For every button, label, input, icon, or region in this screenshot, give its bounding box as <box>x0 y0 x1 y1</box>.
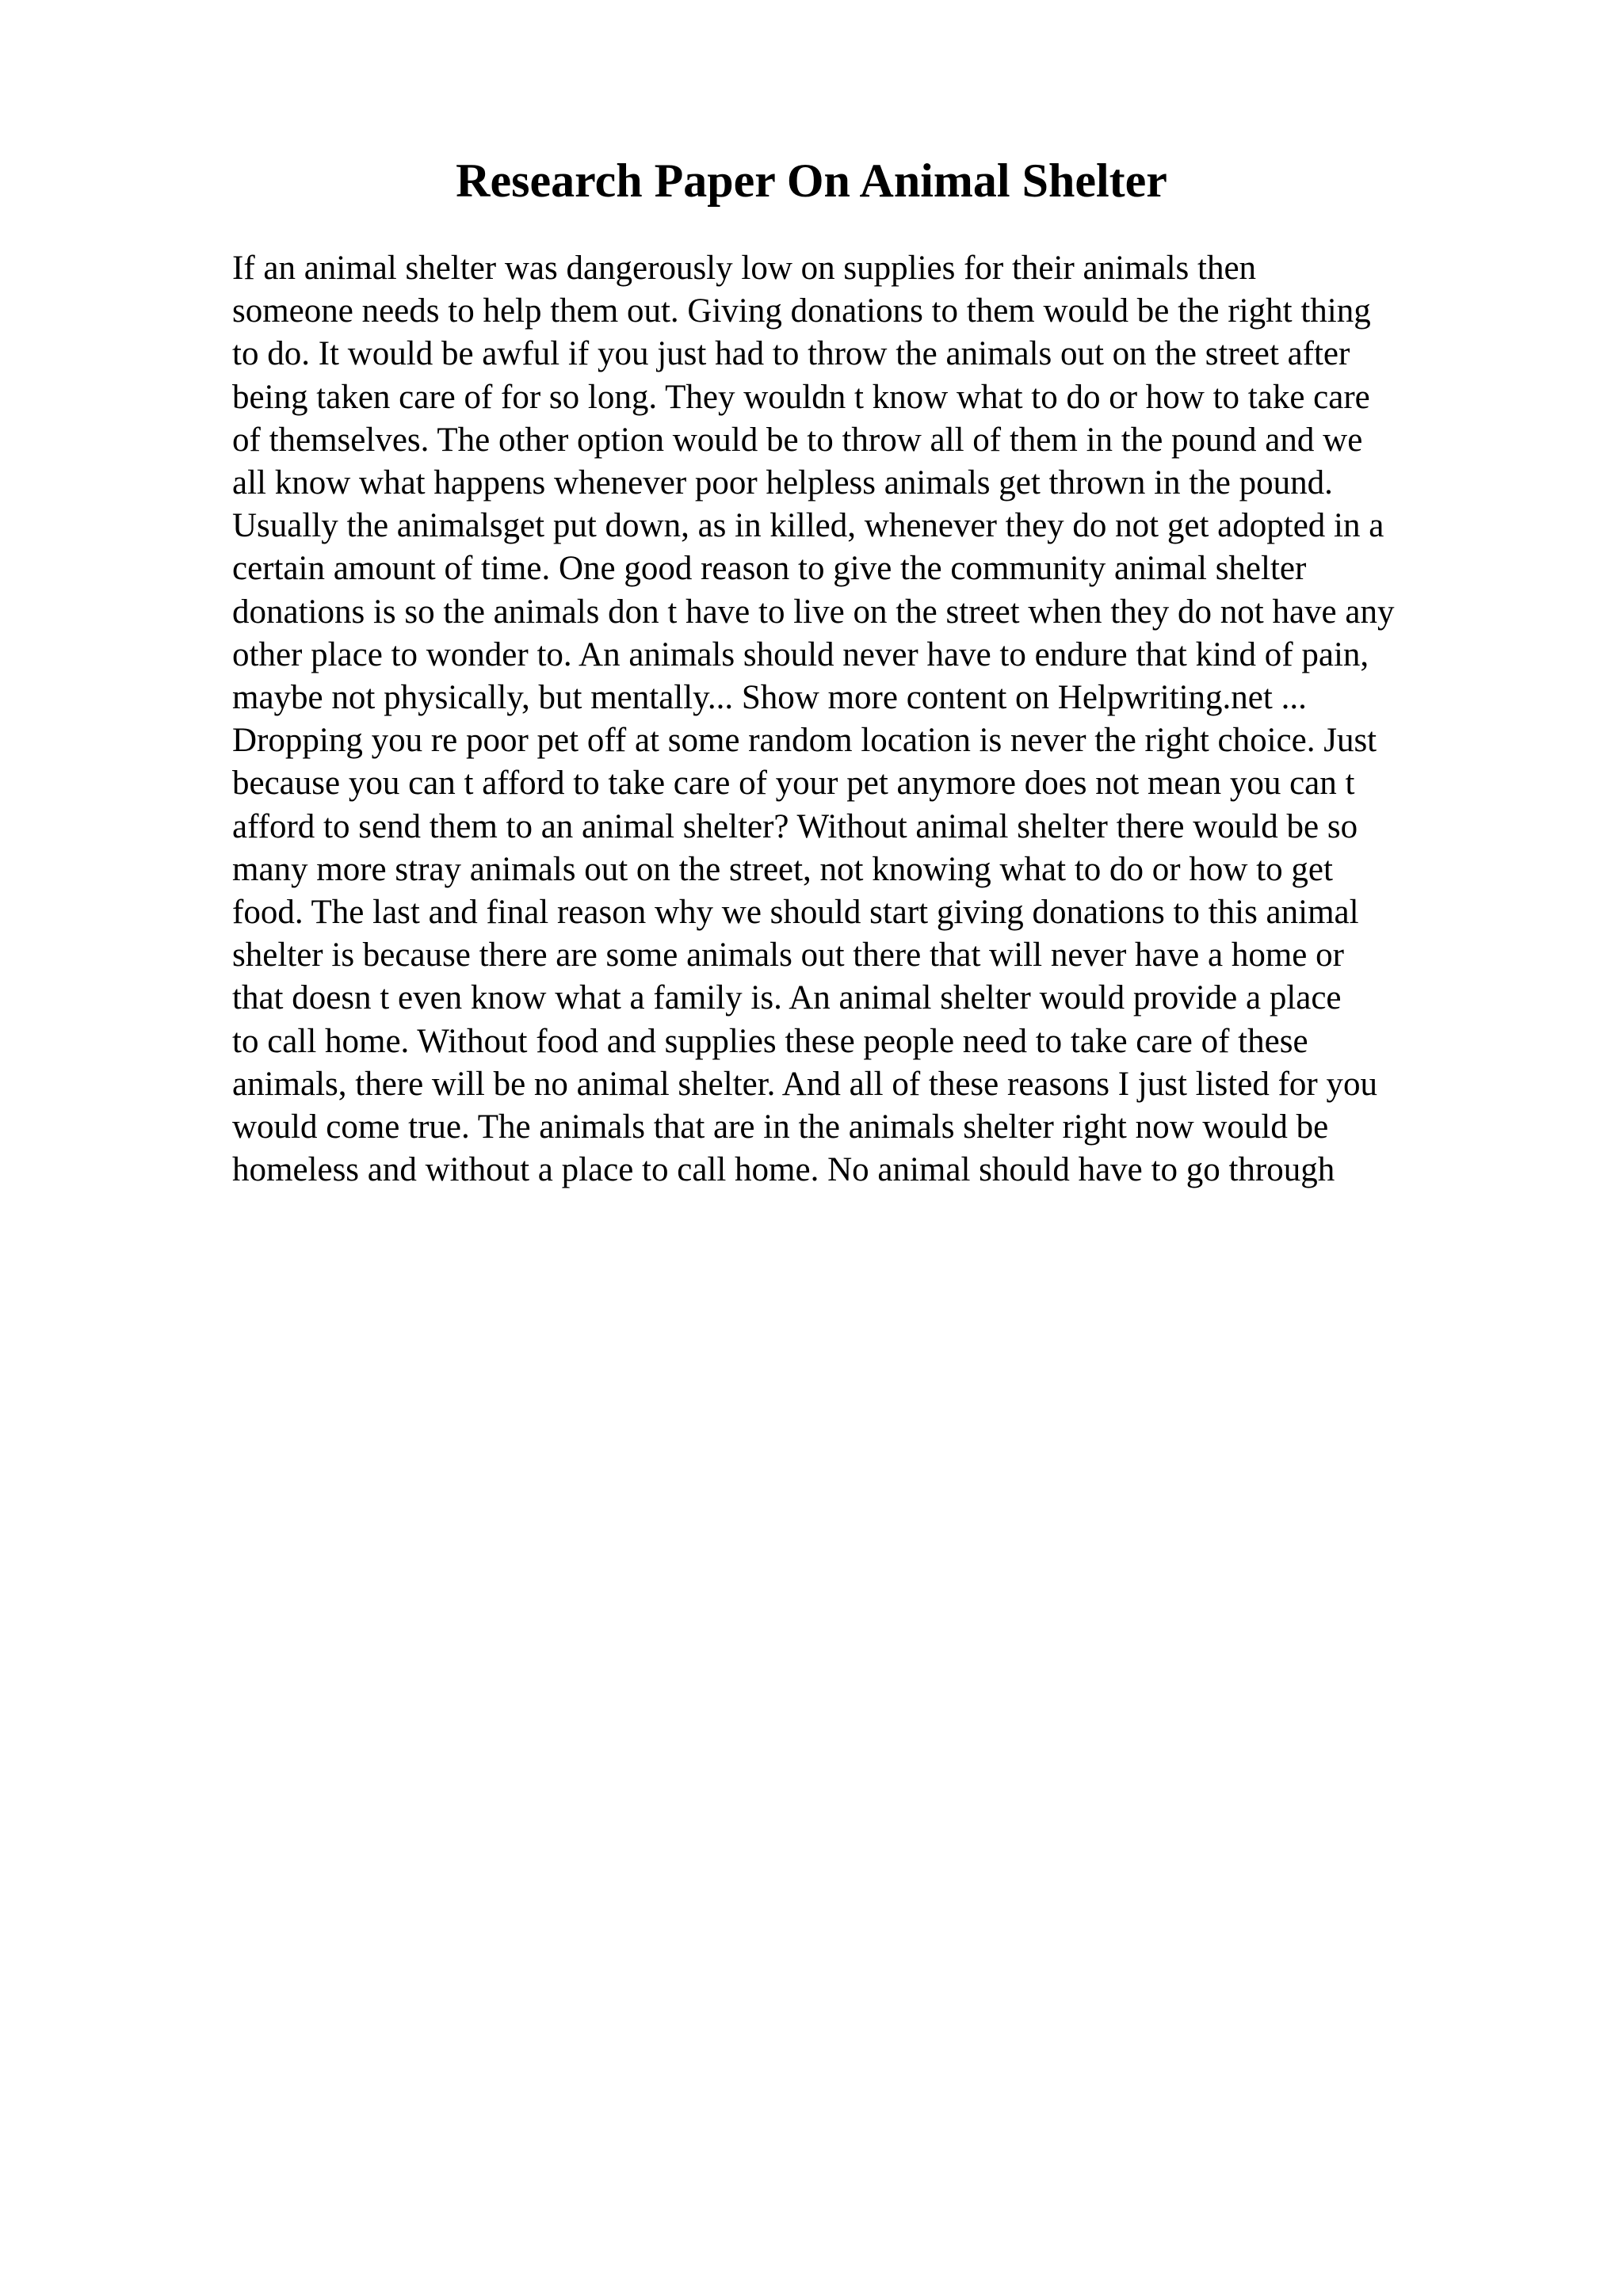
body-line: many more stray animals out on the street, not knowing what to do or how to get <box>232 850 1333 888</box>
body-line: because you can t afford to take care of your pet anymore does not mean you can t <box>232 765 1355 803</box>
body-line: afford to send them to an animal shelter? Without animal shelter there would be so <box>232 807 1358 845</box>
body-line: that doesn t even know what a family is. An animal shelter would provide a place <box>232 979 1342 1017</box>
body-line: If an animal shelter was dangerously low on supplies for their animals then <box>232 250 1257 287</box>
body-line: food. The last and final reason why we should start giving donations to this animal <box>232 894 1359 932</box>
document-title: Research Paper On Animal Shelter <box>456 154 1167 207</box>
body-line: donations is so the animals don t have to live on the street when they do not have any <box>232 593 1395 631</box>
body-line: Dropping you re poor pet off at some random location is never the right choice. Just <box>232 722 1377 760</box>
body-line: certain amount of time. One good reason to give the community animal shelter <box>232 550 1307 588</box>
body-line: being taken care of for so long. They wouldn t know what to do or how to take care <box>232 378 1370 416</box>
body-line: to call home. Without food and supplies these people need to take care of these <box>232 1022 1308 1060</box>
body-line: all know what happens whenever poor helpless animals get thrown in the pound. <box>232 464 1333 502</box>
body-line: maybe not physically, but mentally... Show more content on Helpwriting.net ... <box>232 679 1307 717</box>
body-line: to do. It would be awful if you just had to throw the animals out on the street after <box>232 335 1350 373</box>
body-line: other place to wonder to. An animals should never have to endure that kind of pain, <box>232 635 1369 673</box>
body-line: homeless and without a place to call home. No animal should have to go through <box>232 1151 1335 1189</box>
body-line: animals, there will be no animal shelter. And all of these reasons I just listed for you <box>232 1065 1377 1103</box>
body-line: of themselves. The other option would be to throw all of them in the pound and we <box>232 421 1363 459</box>
document-body <box>232 247 1500 1192</box>
body-line: Usually the animalsget put down, as in killed, whenever they do not get adopted in a <box>232 507 1384 545</box>
body-line: shelter is because there are some animals out there that will never have a home or <box>232 936 1344 974</box>
body-line: would come true. The animals that are in the animals shelter right now would be <box>232 1108 1329 1146</box>
body-line: someone needs to help them out. Giving donations to them would be the right thing <box>232 292 1371 330</box>
